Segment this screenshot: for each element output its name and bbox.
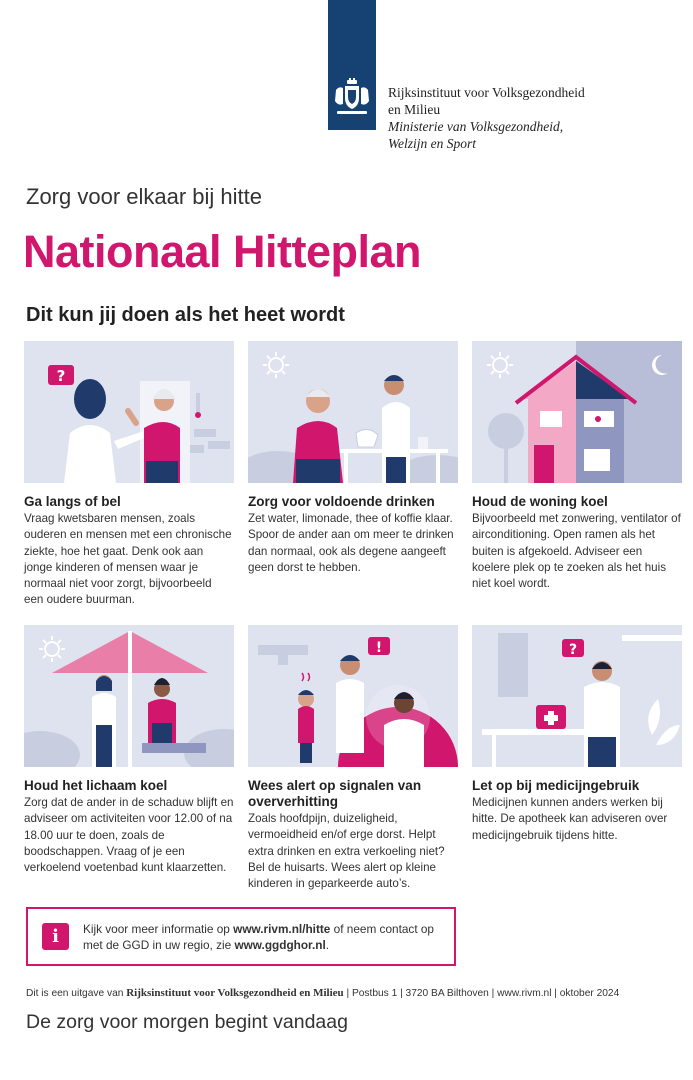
svg-text:?: ? <box>568 642 578 658</box>
tip-card-visit-or-call <box>24 341 234 609</box>
page-title: Nationaal Hitteplan <box>23 226 422 277</box>
card-text: Zoals hoofdpijn, duizeligheid, vermoeidheid en/of erge dorst. Helpt extra drinken en extra verkoeling niet? Bel de huisarts. Wees alert op kleine kinderen in geparkeerde auto’s. <box>248 812 445 891</box>
ministry-line-1: Ministerie van Volksgezondheid, <box>388 119 564 134</box>
card-heading: Zorg voor voldoende drinken <box>248 494 435 509</box>
sun-icon <box>263 352 289 378</box>
tagline: De zorg voor morgen begint vandaag <box>26 1011 348 1033</box>
organization-name <box>388 84 585 152</box>
info-text <box>83 921 453 953</box>
org-line-1: Rijksinstituut voor Volksgezondheid <box>388 85 585 100</box>
sun-icon <box>39 636 65 662</box>
publisher-note <box>26 987 619 999</box>
coat-of-arms-icon <box>333 78 371 118</box>
ggdghor-link[interactable]: www.ggdghor.nl <box>234 938 326 952</box>
tip-card-drinking <box>248 341 458 576</box>
sun-icon <box>487 352 513 378</box>
tip-card-cool-body <box>24 625 234 876</box>
rivm-hitte-link[interactable]: www.rivm.nl/hitte <box>233 922 331 936</box>
card-heading: Houd de woning koel <box>472 494 608 509</box>
footer-details: | Postbus 1 | 3720 BA Bilthoven | www.rivm.nl | oktober 2024 <box>343 988 620 999</box>
card-text: Zet water, limonade, thee of koffie klaar. Spoor de ander aan om meer te drinken dan normaal, ook als degene aangeeft geen dorst te hebben. <box>248 512 454 574</box>
card-heading: Wees alert op signalen van oververhitting <box>248 778 422 809</box>
card-heading: Let op bij medicijngebruik <box>472 778 640 793</box>
tip-card-cool-home <box>472 341 682 592</box>
intro-heading: Dit kun jij doen als het heet wordt <box>26 304 345 326</box>
card-text: Vraag kwetsbaren mensen, zoals ouderen en mensen met een chronische ziekte, hoe het gaat. Denk ook aan jonge kinderen of mensen waar je normaal niet voor zorgt, bijvoorbeeld een oudere buurman. <box>24 512 232 607</box>
footer-prefix: Dit is een uitgave van <box>26 988 127 999</box>
card-text: Medicijnen kunnen anders werken bij hitte. De apotheek kan adviseren over medicijngebruik tijdens hitte. <box>472 796 668 842</box>
illustration-overheating <box>248 625 458 767</box>
info-box <box>26 907 456 966</box>
card-heading: Ga langs of bel <box>24 494 121 509</box>
org-line-2: en Milieu <box>388 102 441 117</box>
ministry-line-2: Welzijn en Sport <box>388 136 477 151</box>
card-text: Bijvoorbeeld met zonwering, ventilator of airconditioning. Open ramen als het buiten is afgekoeld. Adviseer een koelere plek op te zoeken als het huis niet koel wordt. <box>472 512 681 591</box>
illustration-visit <box>24 341 234 483</box>
footer-org: Rijksinstituut voor Volksgezondheid en Milieu <box>126 987 344 999</box>
info-text-part: . <box>325 938 330 952</box>
svg-text:!: ! <box>375 640 383 656</box>
logo-bar <box>328 0 376 130</box>
tip-card-medication <box>472 625 682 844</box>
page-subtitle: Zorg voor elkaar bij hitte <box>26 184 262 209</box>
illustration-drinking <box>248 341 458 483</box>
info-icon: i <box>42 923 69 950</box>
card-text: Zorg dat de ander in de schaduw blijft en adviseer om activiteiten voor 12.00 of na 18.00 uur te doen, zoals de boodschappen. Vraag of je een verkoelend voetenbad kunt klaarzetten. <box>24 796 234 875</box>
info-text-part: of neem contact op met de GGD in uw regio, zie <box>83 922 434 952</box>
card-heading: Houd het lichaam koel <box>24 778 168 793</box>
illustration-cool-body <box>24 625 234 767</box>
illustration-cool-home <box>472 341 682 483</box>
illustration-medication <box>472 625 682 767</box>
svg-text:?: ? <box>56 367 66 385</box>
info-text-part: Kijk voor meer informatie op <box>83 922 234 936</box>
tip-card-overheating-signals <box>248 625 458 892</box>
